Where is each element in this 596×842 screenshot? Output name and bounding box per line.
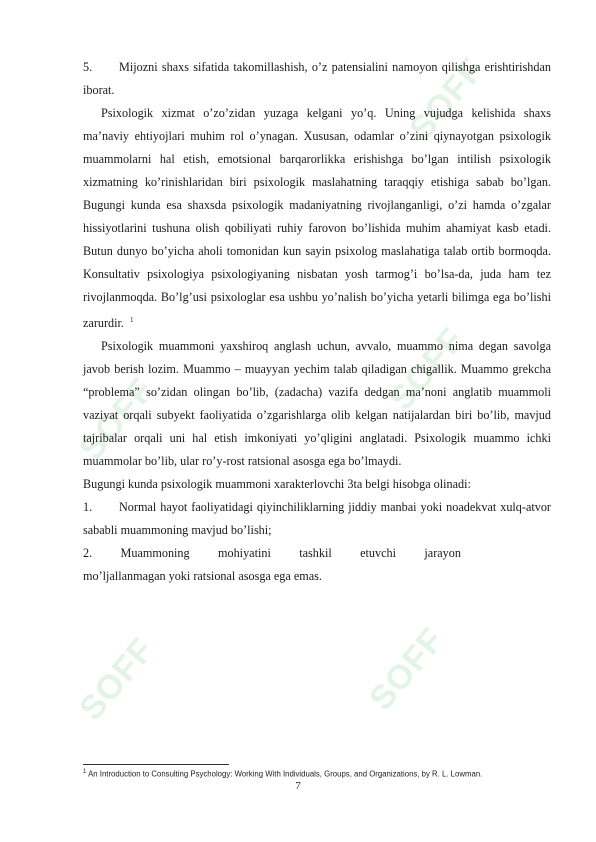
watermark-logo: SOFF [381, 320, 472, 418]
footnote-mark: 1 [83, 769, 87, 775]
list-number: 2. [83, 546, 93, 561]
paragraph-text: Bugungi kunda psixologik muammoni xarakterlovchi 3ta belgi hisobga olinadi: [83, 477, 471, 492]
list-text-continuation: mo’ljallanmagan yoki ratsional asosga ega emas. [83, 569, 322, 584]
paragraph-3 [83, 473, 551, 496]
footnote [83, 769, 553, 779]
list-item-5 [83, 56, 551, 102]
list-word: jarayon [424, 546, 461, 561]
watermark-logo: SOFF [71, 370, 162, 468]
list-item-2-first-line [83, 542, 461, 565]
list-number: 5. [83, 60, 93, 74]
list-word: Muammoning [120, 546, 190, 561]
paragraph-text: Psixologik muammoni yaxshiroq anglash uchun, avvalo, muammo nima degan savolga javob berish lozim. Muammo – muayyan yechim talab qiladigan chigallik. Muammo grekcha “problema” so’zidan olingan bo’lib, (zadacha) vazifa dedgan ma’noni anglatib muammoli vaziyat orqali subyekt faoliyatida o’zgarishlarga olib kelgan natijalardan biri bo’lib, mavjud tajribalar orqali uni hal etish imkoniyati yo’qligini anglatadi. Psixologik muammo ichki muammolar bo’lib, ular ro’y-rost ratsional asosga ega bo’lmaydi. [83, 339, 551, 469]
list-item-1 [83, 496, 551, 542]
document-body [83, 56, 551, 588]
paragraph-2 [83, 335, 551, 473]
list-number: 1. [83, 500, 93, 515]
paragraph-1 [83, 102, 551, 335]
watermark-logo: SOFF [71, 630, 162, 728]
footnote-separator [83, 764, 229, 765]
footnote-reference[interactable]: 1 [129, 316, 134, 324]
list-text: Normal hayot faoliyatidagi qiyinchiliklarning jiddiy manbai yoki noadekvat xulq-atvor sababli muammoning mavjud bo’lishi; [83, 500, 551, 538]
paragraph-text: Psixologik xizmat o’zo’zidan yuzaga kelgani yo’q. Uning vujudga kelishida shaxs ma’naviy ehtiyojlari muhim rol o’ynagan. Xususan, odamlar o’zini qiynayotgan psixologik muammolarni hal etish, emotsional barqarorlikka erishishga bo’lgan intilish psixologik xizmatning ko’rinishlaridan biri psixologik maslahatning taraqqiy etishiga sabab bo’lgan. Bugungi kunda esa shaxsda psixologik madaniyatning rivojlanganligi, o’zi hamda o’zgalar hissiyotlarini tushuna olish qobiliyati ruhiy farovon bo’lishida muhim ahamiyat kasb etadi. Butun dunyo bo’yicha aholi tomonidan kun sayin psixolog maslahatiga talab ortib bormoqda. Konsultativ psixologiya psixologiyaning nisbatan yosh tarmog’i bo’lsa-da, juda ham tez rivojlanmoqda. Bo’lg’usi psixologlar esa ushbu yo’nalish bo’yicha yetarli bilimga ega bo’lishi zarurdir. [83, 106, 551, 331]
watermark-logo: SOFF [361, 620, 452, 718]
list-word: tashkil [299, 546, 332, 561]
list-word: etuvchi [360, 546, 397, 561]
list-item-2 [83, 542, 551, 588]
watermark-logo: SOFF [401, 50, 492, 148]
page-number: 7 [295, 780, 301, 792]
list-text: Mijozni shaxs sifatida takomillashish, o’z patensialini namoyon qilishga erishtirishdan iborat. [83, 60, 551, 97]
list-word: mohiyatini [218, 546, 271, 561]
footnote-text: An Introduction to Consulting Psychology: Working With Individuals, Groups, and Organizations, by R. L. Lowman. [88, 769, 483, 779]
